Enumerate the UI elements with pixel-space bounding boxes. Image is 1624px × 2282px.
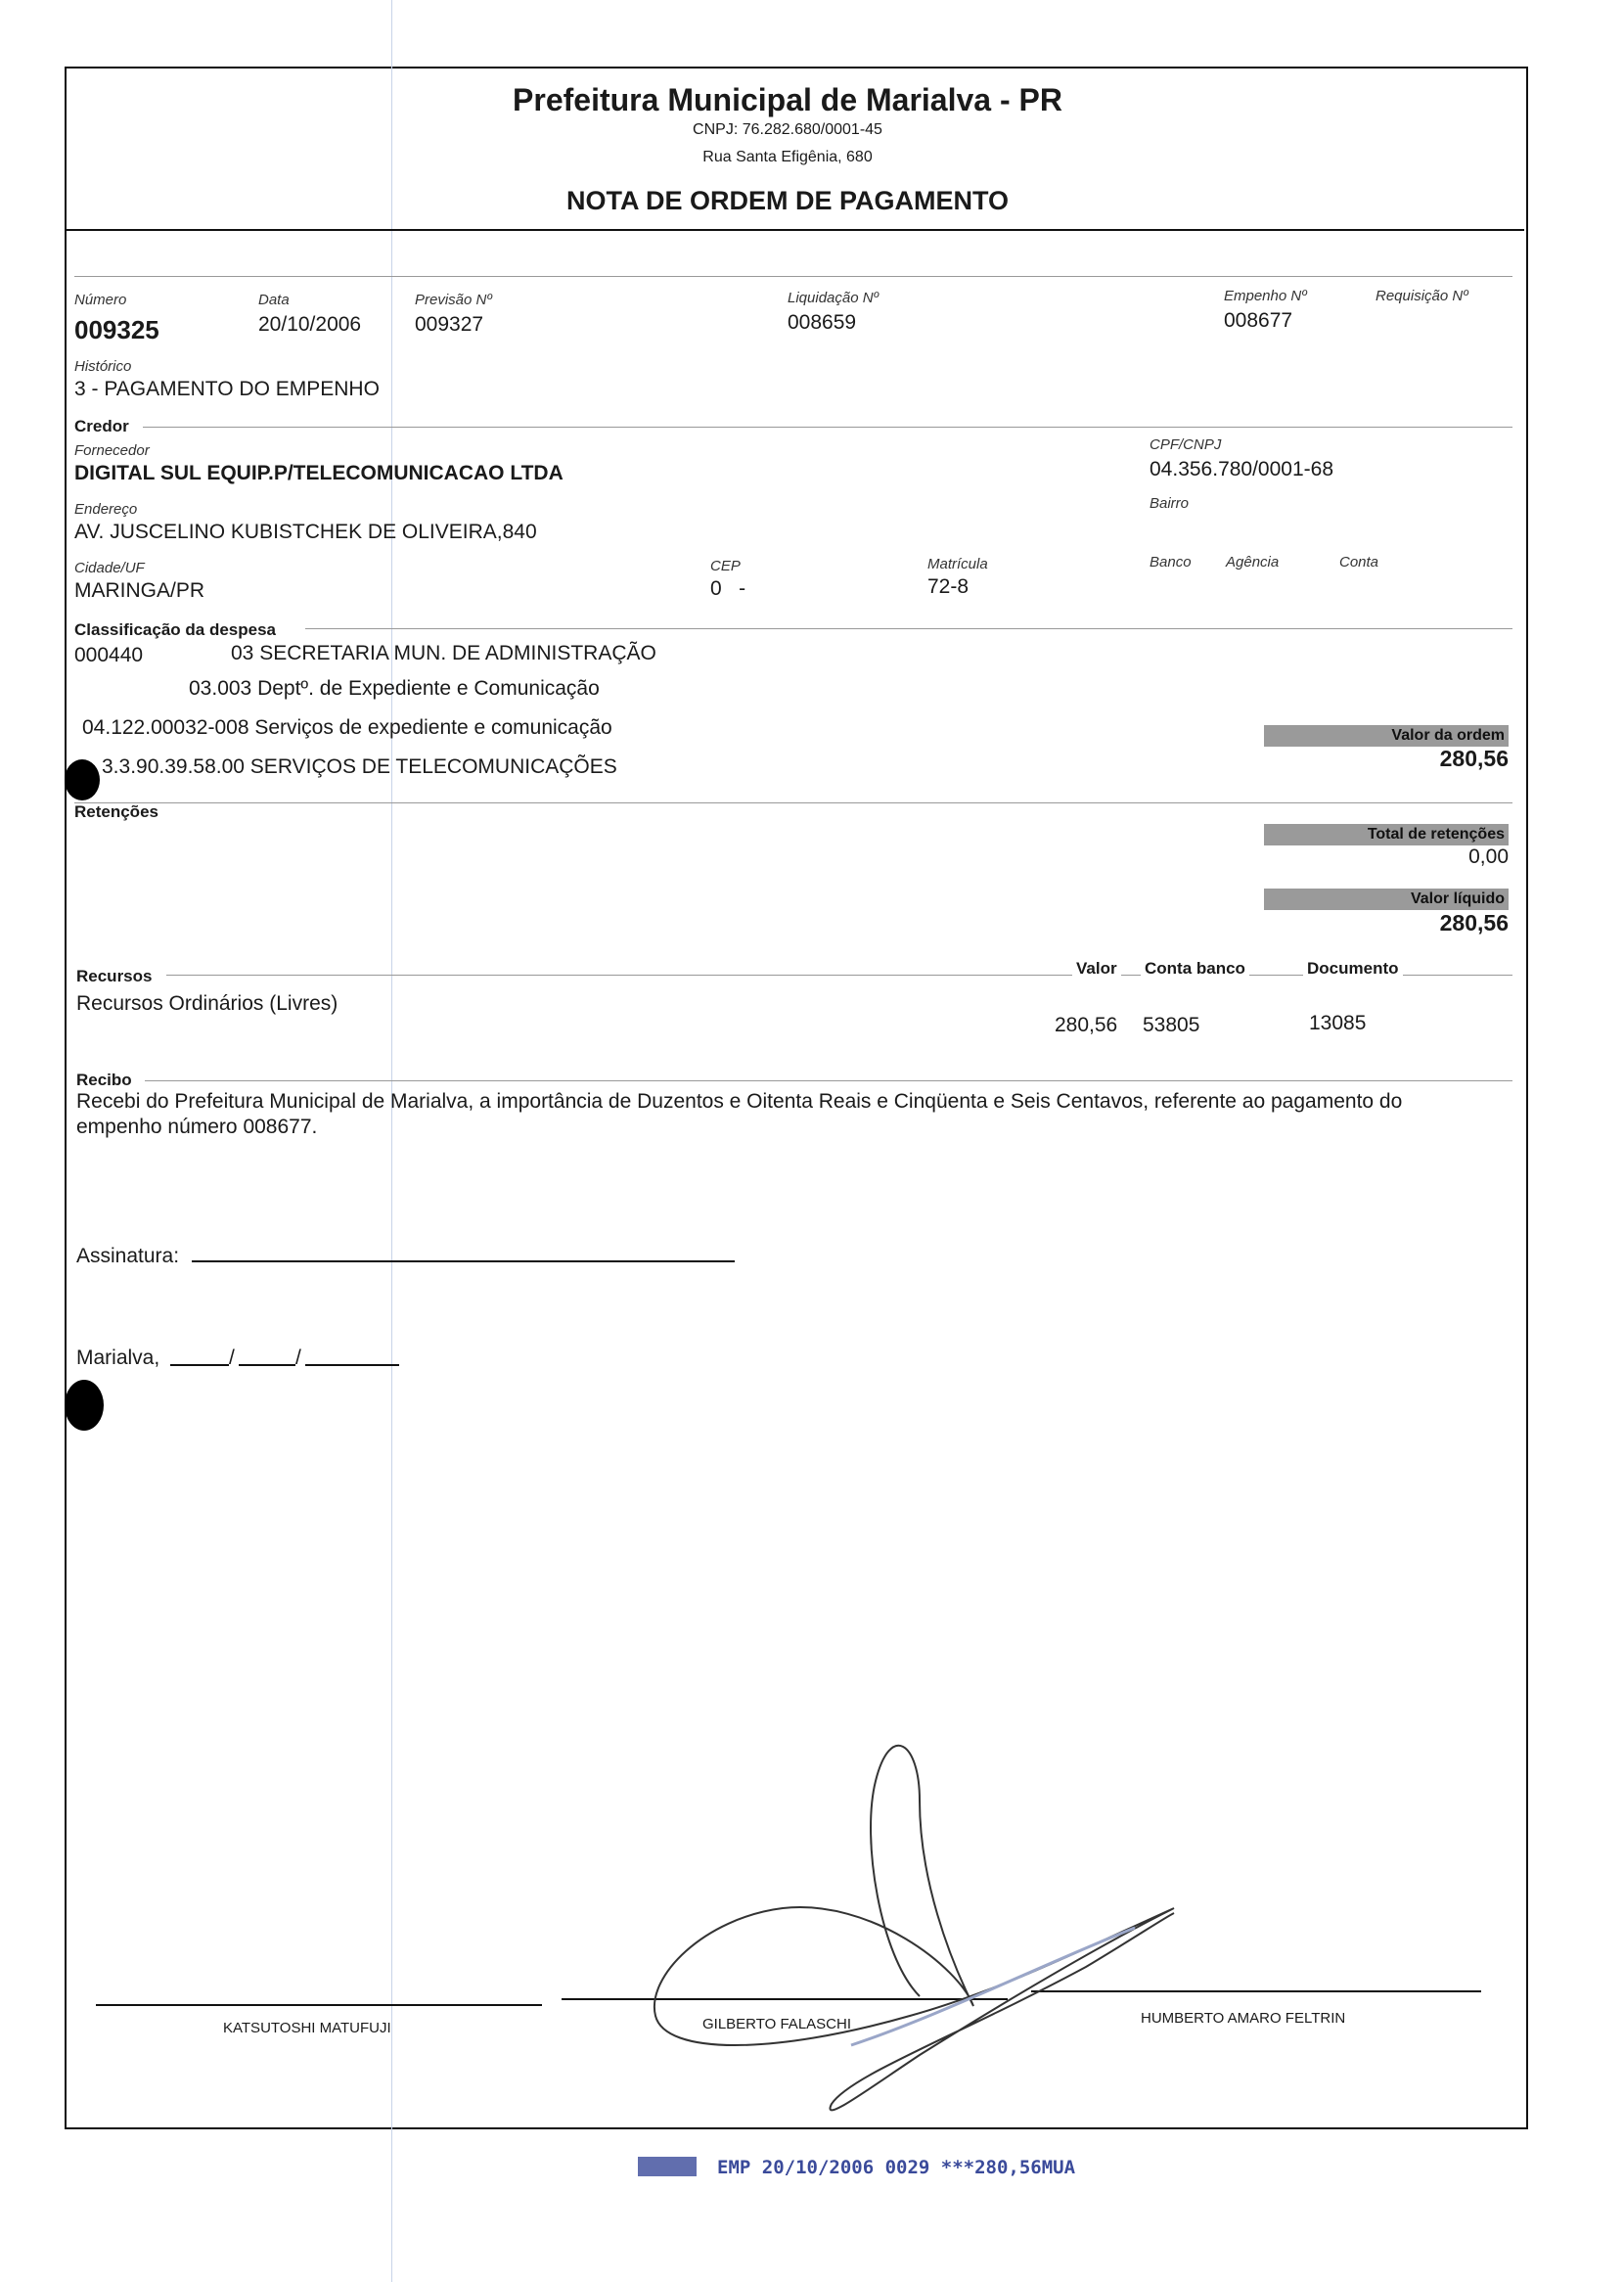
retencoes-section-title: Retenções — [74, 802, 158, 821]
empenho-label: Empenho Nº — [1224, 288, 1307, 304]
cidade-label: Cidade/UF — [74, 560, 145, 576]
requisicao-label: Requisição Nº — [1376, 288, 1468, 304]
recursos-section-title: Recursos — [76, 967, 153, 985]
signature-name-right: HUMBERTO AMARO FELTRIN — [1141, 2010, 1346, 2027]
data-label: Data — [258, 292, 290, 308]
date-slash-1: / — [229, 1346, 235, 1369]
punch-hole-lower — [65, 1380, 104, 1431]
cpf-cnpj-value: 04.356.780/0001-68 — [1150, 458, 1334, 480]
recursos-col-valor: Valor — [1072, 959, 1121, 979]
total-retencoes-label: Total de retenções — [1264, 824, 1509, 845]
stamp-logo — [638, 2157, 697, 2176]
punch-hole-upper — [65, 759, 100, 800]
classificacao-code: 000440 — [74, 644, 144, 666]
previsao-label: Previsão Nº — [415, 292, 492, 308]
classificacao-section-title: Classificação da despesa — [74, 620, 277, 639]
banco-label: Banco — [1150, 554, 1192, 570]
handwritten-signature — [626, 1722, 1184, 2133]
classificacao-rule — [305, 628, 1512, 629]
cpf-cnpj-label: CPF/CNPJ — [1150, 436, 1222, 453]
liquidacao-label: Liquidação Nº — [788, 290, 880, 306]
historico-label: Histórico — [74, 358, 132, 375]
data-value: 20/10/2006 — [258, 313, 362, 336]
address-text: Rua Santa Efigênia, 680 — [702, 149, 873, 165]
recursos-col-conta: Conta banco — [1141, 959, 1249, 979]
classificacao-funcional: 04.122.00032-008 Serviços de expediente e comunicação — [82, 716, 612, 739]
document-title: NOTA DE ORDEM DE PAGAMENTO — [565, 186, 1009, 215]
retencoes-top-rule — [74, 802, 1512, 803]
classificacao-secretaria: 03 SECRETARIA MUN. DE ADMINISTRAÇÃO — [231, 642, 656, 664]
recibo-section-title: Recibo — [76, 1071, 132, 1089]
credor-rule — [143, 427, 1512, 428]
cep-value: 0 - — [710, 577, 746, 600]
date-slash-2: / — [295, 1346, 301, 1369]
total-retencoes-value: 0,00 — [1468, 845, 1509, 868]
cep-label: CEP — [710, 558, 741, 574]
recursos-col-documento: Documento — [1303, 959, 1403, 979]
recursos-item: Recursos Ordinários (Livres) — [76, 992, 338, 1015]
classificacao-elemento: 3.3.90.39.58.00 SERVIÇOS DE TELECOMUNICAÇÕES — [102, 755, 617, 778]
endereco-value: AV. JUSCELINO KUBISTCHEK DE OLIVEIRA,840 — [74, 521, 537, 543]
recibo-text-line2: empenho número 008677. — [76, 1116, 318, 1138]
date-blank-day — [170, 1364, 229, 1366]
recursos-conta: 53805 — [1143, 1014, 1200, 1036]
signature-name-left: KATSUTOSHI MATUFUJI — [223, 2020, 391, 2036]
signature-name-middle: GILBERTO FALASCHI — [702, 2016, 851, 2032]
endereco-label: Endereço — [74, 501, 138, 518]
bank-stamp: EMP 20/10/2006 0029 ***280,56MUA — [717, 2157, 1076, 2178]
fornecedor-value: DIGITAL SUL EQUIP.P/TELECOMUNICACAO LTDA — [74, 462, 564, 484]
agencia-label: Agência — [1226, 554, 1280, 570]
previsao-value: 009327 — [415, 313, 484, 336]
bairro-label: Bairro — [1150, 495, 1190, 512]
recibo-rule — [145, 1080, 1512, 1081]
header-divider — [65, 229, 1524, 231]
ids-top-rule — [74, 276, 1512, 277]
assinatura-line — [192, 1260, 735, 1262]
valor-ordem-value: 280,56 — [1439, 746, 1509, 771]
credor-section-title: Credor — [74, 417, 129, 435]
valor-liquido-value: 280,56 — [1439, 910, 1509, 936]
matricula-label: Matrícula — [927, 556, 988, 572]
numero-label: Número — [74, 292, 127, 308]
matricula-value: 72-8 — [927, 575, 970, 598]
liquidacao-value: 008659 — [788, 311, 857, 334]
cnpj-text: CNPJ: 76.282.680/0001-45 — [693, 121, 882, 138]
numero-value: 009325 — [74, 315, 159, 344]
signature-line-left — [96, 2004, 542, 2006]
valor-liquido-label: Valor líquido — [1264, 889, 1509, 910]
historico-value: 3 - PAGAMENTO DO EMPENHO — [74, 378, 380, 400]
recursos-valor: 280,56 — [1055, 1014, 1118, 1036]
scan-line — [391, 0, 392, 2282]
empenho-value: 008677 — [1224, 309, 1293, 332]
valor-ordem-label: Valor da ordem — [1264, 725, 1509, 747]
conta-label: Conta — [1339, 554, 1379, 570]
assinatura-label: Assinatura: — [76, 1245, 180, 1267]
recursos-documento: 13085 — [1309, 1012, 1367, 1034]
date-blank-month — [239, 1364, 295, 1366]
recibo-text-line1: Recebi do Prefeitura Municipal de Marialva, a importância de Duzentos e Oitenta Reais e Cinqüenta e Seis Centavos, referente ao pagamento do — [76, 1090, 1403, 1113]
local-label: Marialva, — [76, 1346, 160, 1369]
date-blank-year — [305, 1364, 399, 1366]
page-title: Prefeitura Municipal de Marialva - PR — [513, 82, 1062, 117]
classificacao-departamento: 03.003 Deptº. de Expediente e Comunicação — [189, 677, 600, 700]
cidade-value: MARINGA/PR — [74, 579, 205, 602]
fornecedor-label: Fornecedor — [74, 442, 150, 459]
